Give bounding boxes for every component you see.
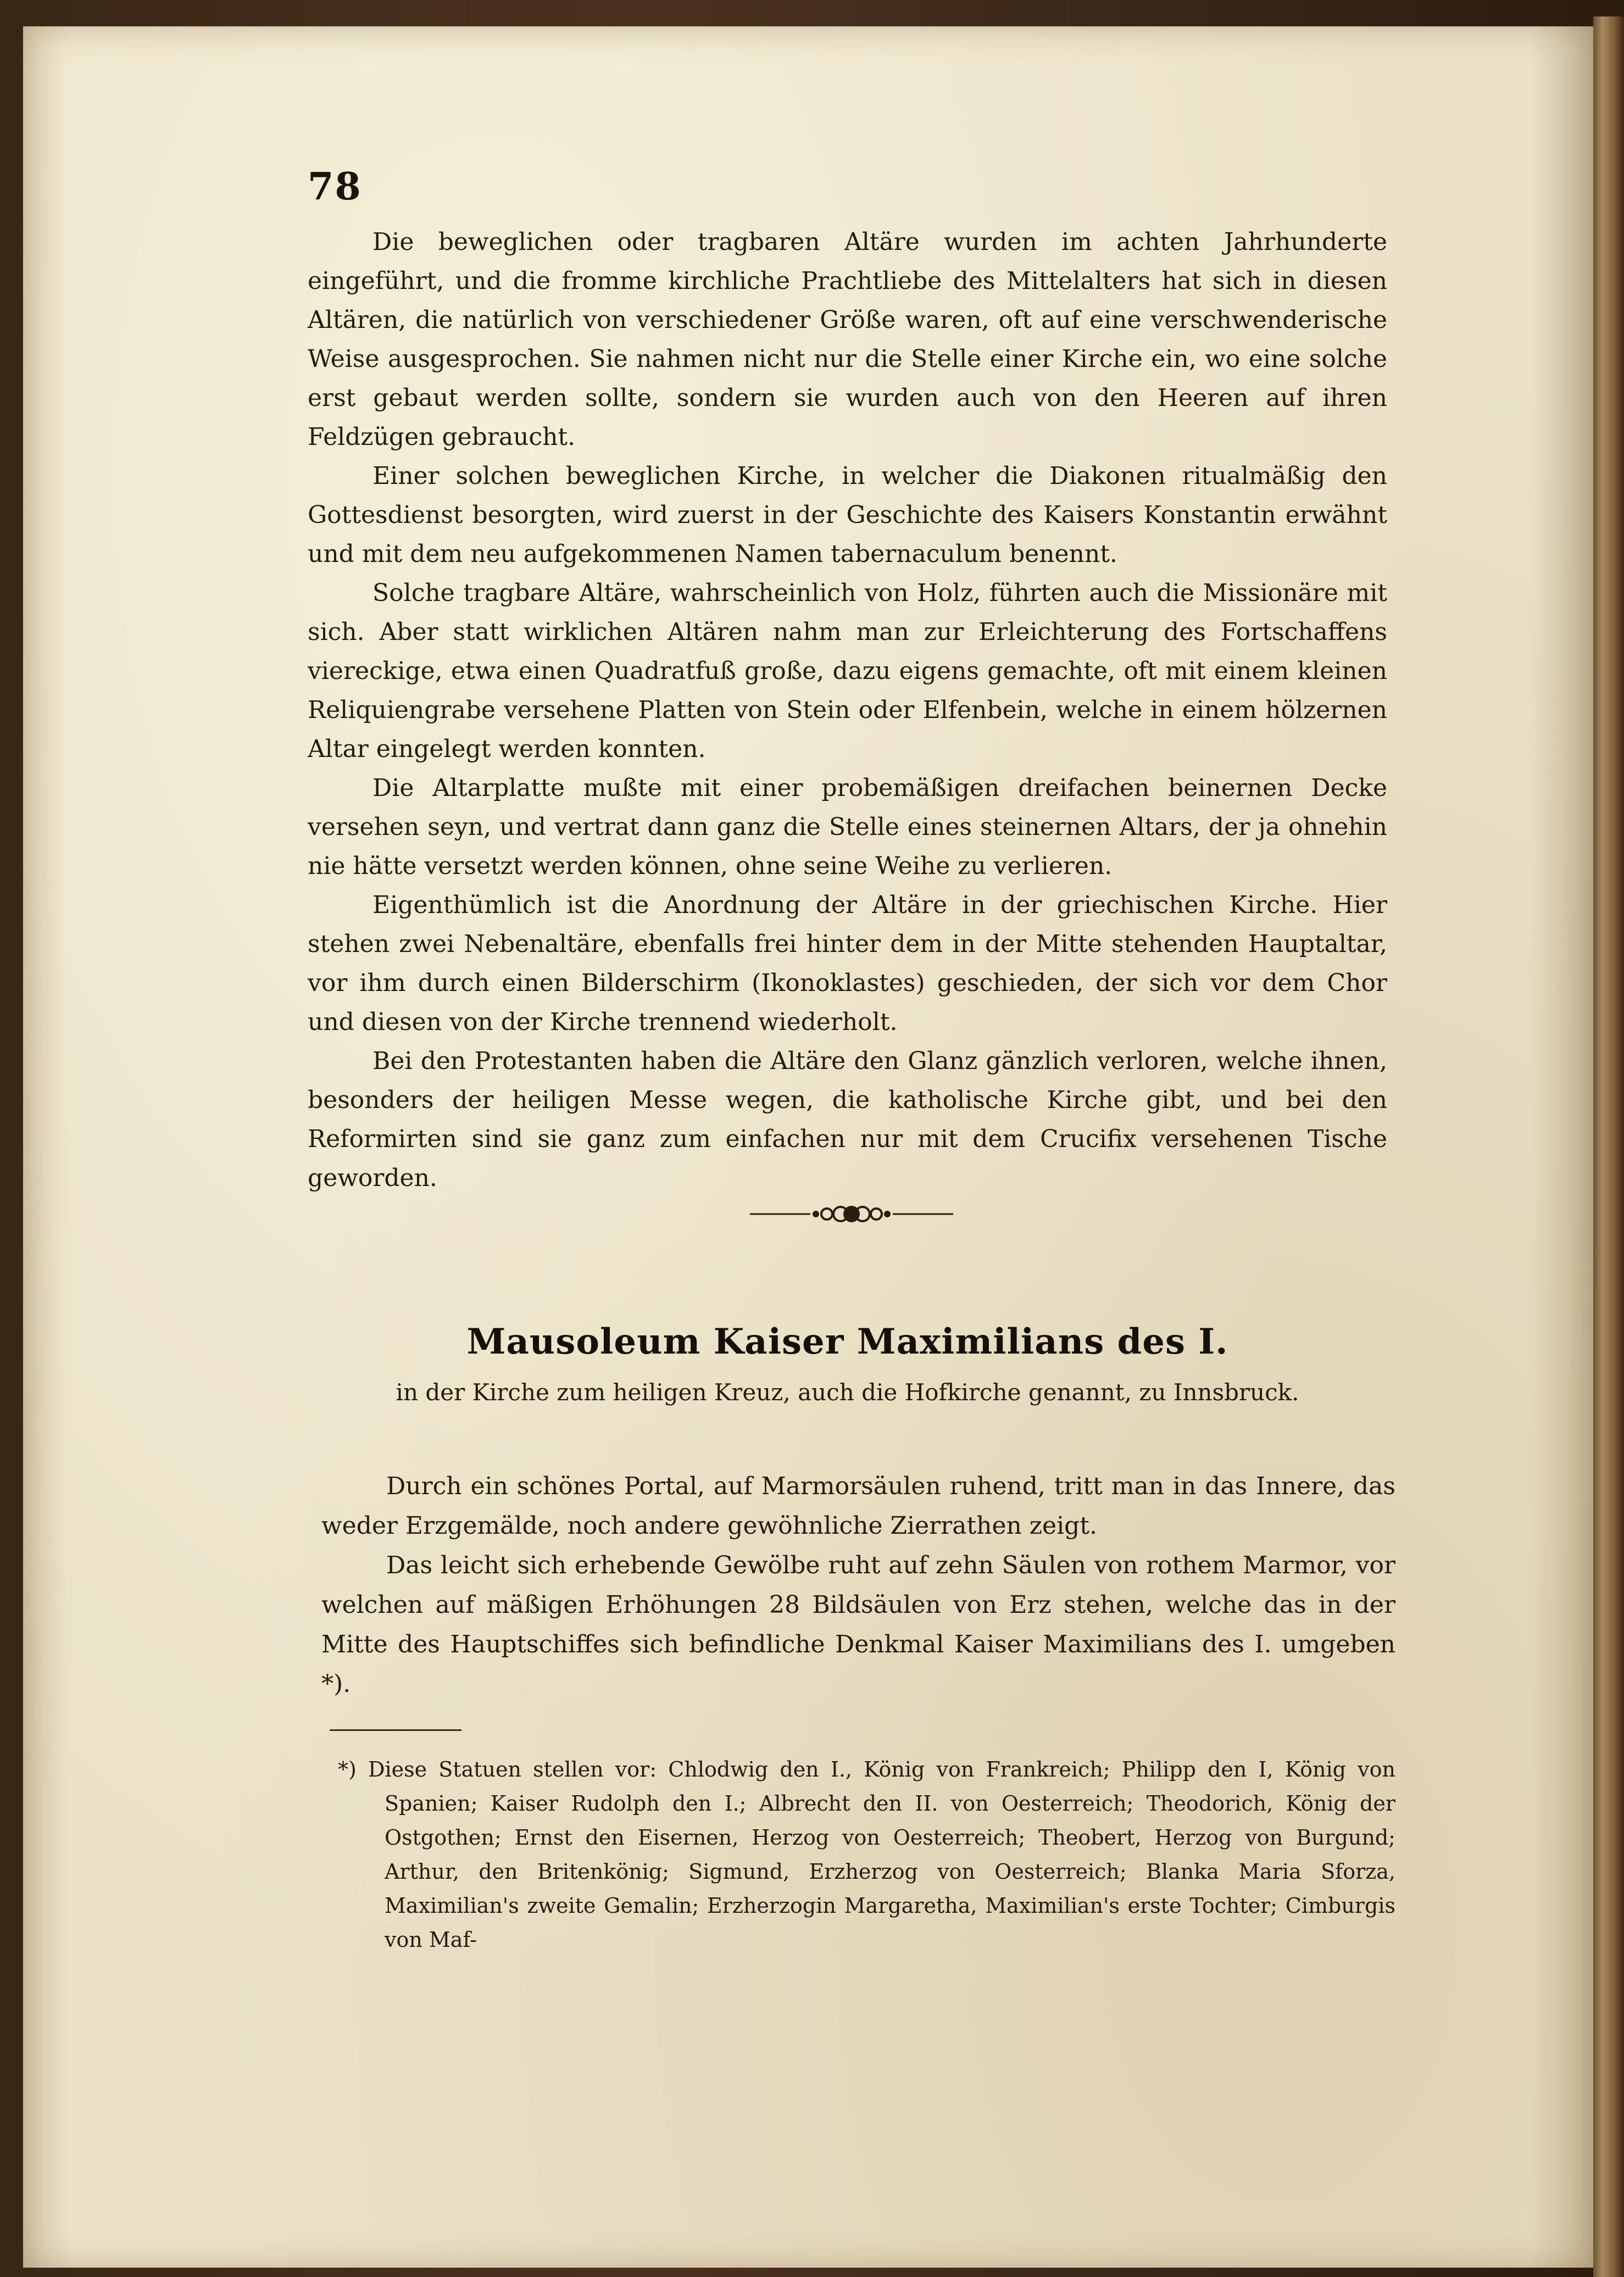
section-text bbox=[321, 1467, 1395, 1704]
footnote bbox=[338, 1752, 1395, 1957]
paragraph: Das leicht sich erhebende Gewölbe ruht auf zehn Säulen von rothem Marmor, vor welchen auf mäßigen Erhöhungen 28 Bildsäulen von Erz stehen, welche das in der Mitte des Hauptschiffes sich befindliche Denkmal Kaiser Maximilians des I. umgeben *). bbox=[321, 1551, 1395, 1698]
section-subtitle: in der Kirche zum heiligen Kreuz, auch die Hofkirche genannt, zu Innsbruck. bbox=[396, 1379, 1299, 1406]
main-text bbox=[308, 222, 1387, 1198]
paragraph: Die Altarplatte mußte mit einer probemäßigen dreifachen beinernen Decke versehen seyn, und vertrat dann ganz die Stelle eines steinernen Altars, der ja ohnehin nie hätte versetzt werden können, ohne seine Weihe zu verlieren. bbox=[308, 774, 1387, 880]
paragraph: Durch ein schönes Portal, auf Marmorsäulen ruhend, tritt man in das Innere, das weder Erzgemälde, noch andere gewöhnliche Zierrathen zeigt. bbox=[321, 1472, 1395, 1540]
paragraph: Bei den Protestanten haben die Altäre den Glanz gänzlich verloren, welche ihnen, besonders der heiligen Messe wegen, die katholische Kirche gibt, und bei den Reformirten sind sie ganz zum einfachen nur mit dem Crucifix versehenen Tische geworden. bbox=[308, 1047, 1387, 1192]
section-title: Mausoleum Kaiser Maximilians des I. bbox=[466, 1321, 1228, 1362]
footnote-text: *) Diese Statuen stellen vor: Chlodwig den I., König von Frankreich; Philipp den I, König von Spanien; Kaiser Rudolph den I.; Albrecht den II. von Oesterreich; Theodorich, König der Ostgothen; Ernst den Eisernen, Herzog von Oesterreich; Theobert, Herzog von Burgund; Arthur, den Britenkönig; Sigmund, Erzherzog von Oesterreich; Blanka Maria Sforza, Maximilian's zweite Gemalin; Erzherzogin Margaretha, Maximilian's erste Tochter; Cimburgis von Maf- bbox=[338, 1757, 1395, 1952]
paragraph: Eigenthümlich ist die Anordnung der Altäre in der griechischen Kirche. Hier stehen zwei Nebenaltäre, ebenfalls frei hinter dem in der Mitte stehenden Hauptaltar, vor ihm durch einen Bilderschirm (Ikonoklastes) geschieden, der sich vor dem Chor und diesen von der Kirche trennend wiederholt. bbox=[308, 891, 1387, 1036]
paragraph: Solche tragbare Altäre, wahrscheinlich von Holz, führten auch die Missionäre mit sich. Aber statt wirklichen Altären nahm man zur Erleichterung des Fortschaffens viereckige, etwa einen Quadratfuß große, dazu eigens gemachte, oft mit einem kleinen Reliquiengrabe versehene Platten von Stein oder Elfenbein, welche in einem hölzernen Altar eingelegt werden konnten. bbox=[308, 579, 1387, 763]
paragraph: Einer solchen beweglichen Kirche, in welcher die Diakonen ritualmäßig den Gottesdienst besorgten, wird zuerst in der Geschichte des Kaisers Konstantin erwähnt und mit dem neu aufgekommenen Namen tabernaculum benennt. bbox=[308, 462, 1387, 568]
ornament-divider bbox=[744, 1198, 959, 1231]
footnote-divider bbox=[330, 1729, 461, 1731]
page-number: 78 bbox=[308, 165, 362, 209]
book-binding bbox=[1593, 16, 1624, 2277]
paragraph: Die beweglichen oder tragbaren Altäre wurden im achten Jahrhunderte eingeführt, und die fromme kirchliche Prachtliebe des Mittelalters hat sich in diesen Altären, die natürlich von verschiedener Größe waren, oft auf eine verschwenderische Weise ausgesprochen. Sie nahmen nicht nur die Stelle einer Kirche ein, wo eine solche erst gebaut werden sollte, sondern sie wurden auch von den Heeren auf ihren Feldzügen gebraucht. bbox=[308, 228, 1387, 451]
